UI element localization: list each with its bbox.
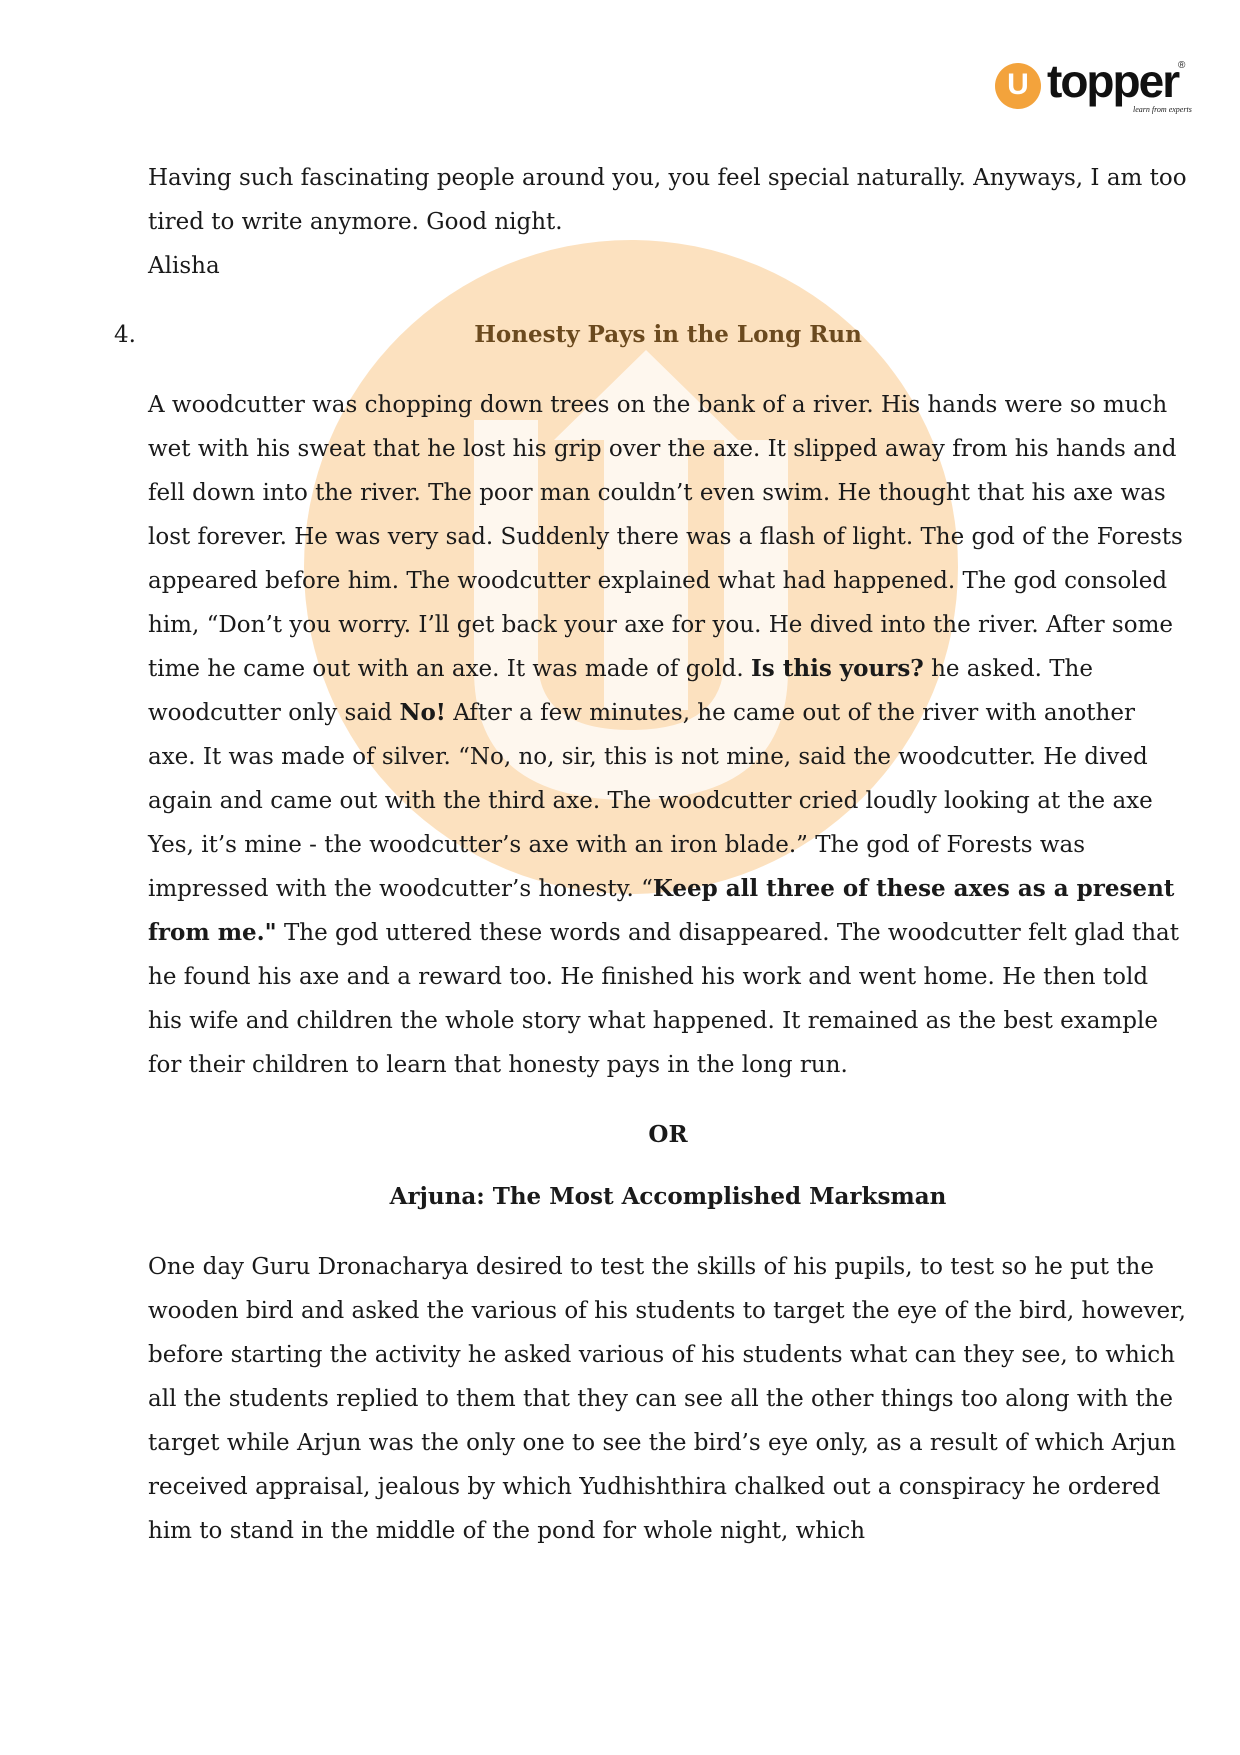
topper-logo <box>995 55 1195 122</box>
signature: Alisha <box>148 253 220 279</box>
logo-tagline: learn from experts <box>1133 105 1192 114</box>
bold-segment: Keep all three of these axes as a present from me." <box>148 875 1175 946</box>
bold-segment: No! <box>399 699 446 726</box>
question-number: 4. <box>114 322 136 348</box>
intro-paragraph: Having such fascinating people around you, you feel special naturally. Anyways, I am too tired to write anymore. Good night. <box>148 165 1187 235</box>
bold-segment: Is this yours? <box>751 655 924 682</box>
text-segment: The god uttered these words and disappeared. The woodcutter felt glad that he found his axe and a reward too. He finished his work and went home. He then told his wife and children the whole story what happened. It remained as the best example for their children to learn that honesty pays in the long run. <box>148 920 1179 1078</box>
document-body <box>114 156 1188 1553</box>
story-paragraph <box>148 383 1188 1087</box>
or-separator: OR <box>648 1121 688 1148</box>
logo-mark: U <box>995 63 1041 109</box>
alt-story-title: Arjuna: The Most Accomplished Marksman <box>389 1183 947 1210</box>
logo-word: topper <box>1047 55 1179 107</box>
story-title: Honesty Pays in the Long Run <box>474 321 862 348</box>
question-heading <box>114 313 1188 357</box>
text-segment: A woodcutter was chopping down trees on the bank of a river. His hands were so much wet with his sweat that he lost his grip over the axe. It slipped away from his hands and fell down into the river. The poor man couldn’t even swim. He thought that his axe was lost forever. He was very sad. Suddenly there was a flash of light. The god of the Forests appeared before him. The woodcutter explained what had happened. The god consoled him, “Don’t you worry. I’ll get back your axe for you. He dived into the river. After some time he came out with an axe. It was made of gold. <box>148 392 1183 682</box>
registered-mark: ® <box>1178 60 1186 71</box>
alt-story-paragraph: One day Guru Dronacharya desired to test the skills of his pupils, to test so he put the wooden bird and asked the various of his students to target the eye of the bird, however, before starting the activity he asked various of his students what can they see, to which all the students replied to them that they can see all the other things too along with the target while Arjun was the only one to see the bird’s eye only, as a result of which Arjun received appraisal, jealous by which Yudhishthira chalked out a conspiracy he ordered him to stand in the middle of the pond for whole night, which <box>148 1254 1186 1544</box>
text-segment: he asked. The woodcutter only said <box>148 656 1093 726</box>
text-segment: After a few minutes, he came out of the river with another axe. It was made of silver. “No, no, sir, this is not mine, said the woodcutter. He dived again and came out with the third axe. The woodcutter cried loudly looking at the axe Yes, it’s mine - the woodcutter’s axe with an iron blade.” The god of Forests was impressed with the woodcutter’s honesty. “ <box>148 700 1153 902</box>
